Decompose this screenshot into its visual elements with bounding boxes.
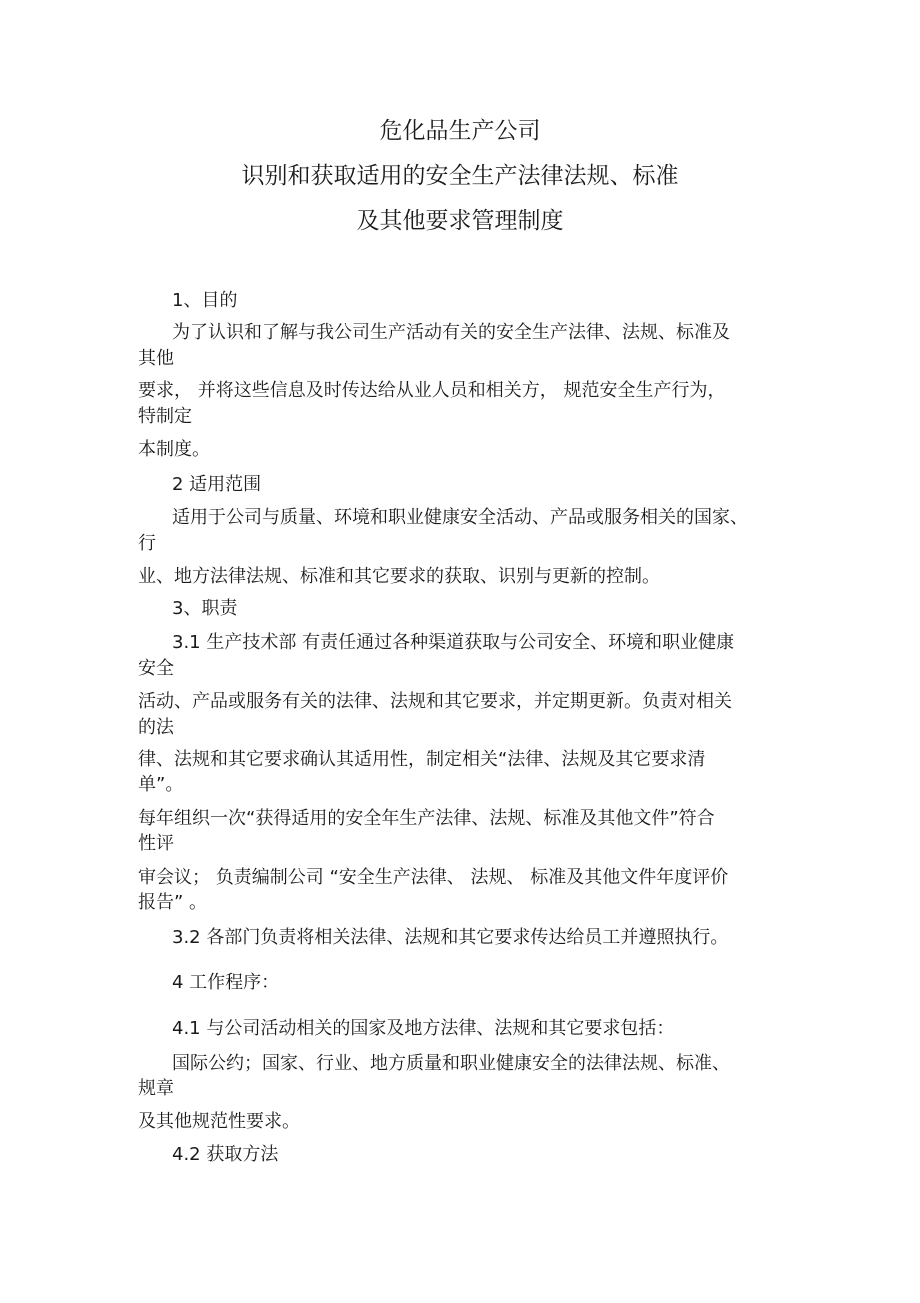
paragraph-line: 适用于公司与质量、环境和职业健康安全活动、产品或服务相关的国家、 [172,507,748,528]
paragraph-line: 业、地方法律法规、标准和其它要求的获取、识别与更新的控制。 [138,566,660,587]
paragraph-line: 国际公约；国家、行业、地方质量和职业健康安全的法律法规、标准、 [172,1053,730,1074]
paragraph-line: 本制度。 [138,439,210,460]
paragraph-line: 行 [138,533,156,554]
section-2-heading: 2 适用范围 [172,474,262,495]
document-title-line-3: 及其他要求管理制度 [356,208,564,234]
section-4-heading: 4 工作程序： [172,972,280,993]
paragraph-line: 活动、产品或服务有关的法律、法规和其它要求，并定期更新。负责对相关 [138,691,732,712]
paragraph-line: 特制定 [138,406,192,427]
subsection-4-1-heading: 4.1 与公司活动相关的国家及地方法律、法规和其它要求包括： [172,1018,675,1039]
paragraph-line: 单”。 [138,774,184,795]
section-1-heading: 1、目的 [172,290,238,311]
paragraph-line: 及其他规范性要求。 [138,1111,300,1132]
paragraph-line: 的法 [138,717,174,738]
document-title-line-2: 识别和获取适用的安全生产法律法规、标准 [241,163,679,189]
paragraph-line: 律、法规和其它要求确认其适用性，制定相关“法律、法规及其它要求清 [138,749,706,770]
paragraph-line: 3.2 各部门负责将相关法律、法规和其它要求传达给员工并遵照执行。 [172,927,729,948]
paragraph-line: 要求， 并将这些信息及时传达给从业人员和相关方， 规范安全生产行为， [138,380,726,401]
subsection-4-2-heading: 4.2 获取方法 [172,1144,279,1165]
paragraph-line: 每年组织一次“获得适用的安全年生产法律、法规、标准及其他文件”符合 [138,808,715,829]
paragraph-line: 为了认识和了解与我公司生产活动有关的安全生产法律、法规、标准及 [172,322,730,343]
paragraph-line: 其他 [138,348,174,369]
document-title-line-1: 危化品生产公司 [379,118,541,144]
paragraph-line: 安全 [138,658,174,679]
paragraph-line: 报告” 。 [138,892,208,913]
section-3-heading: 3、职责 [172,598,238,619]
paragraph-line: 3.1 生产技术部 有责任通过各种渠道获取与公司安全、环境和职业健康 [172,632,735,653]
paragraph-line: 规章 [138,1078,174,1099]
paragraph-line: 性评 [138,833,174,854]
paragraph-line: 审会议； 负责编制公司 “安全生产法律、 法规、 标准及其他文件年度评价 [138,867,729,888]
